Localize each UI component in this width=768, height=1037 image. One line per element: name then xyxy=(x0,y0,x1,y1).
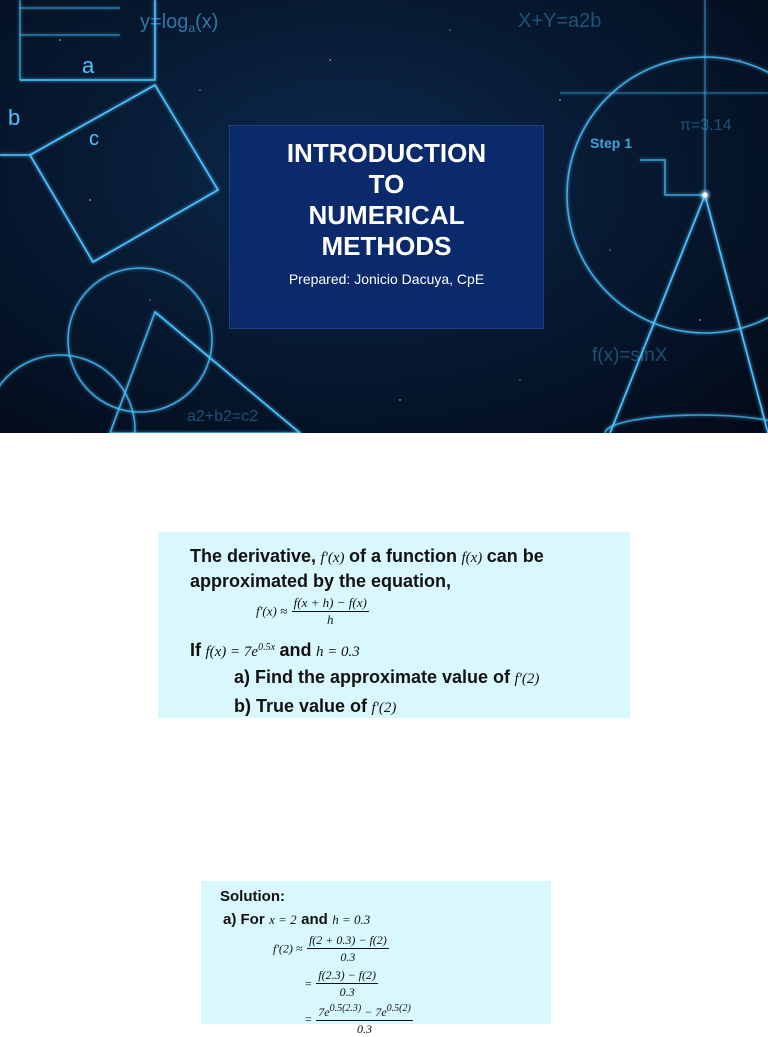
solution-panel xyxy=(201,881,551,1036)
label-b: b xyxy=(8,105,21,130)
problem-line-2: approximated by the equation, xyxy=(190,571,452,591)
sin-formula-label: f(x)=sinX xyxy=(592,345,668,366)
step-label: Step 1 xyxy=(590,135,633,151)
problem-line-1: The derivative, f'(x) of a function f(x) can be xyxy=(190,546,544,566)
part-b: b) True value of f'(2) xyxy=(234,696,397,716)
title-slide xyxy=(0,0,768,433)
problem-panel xyxy=(158,532,630,718)
xy-formula-label: X+Y=a2b xyxy=(518,10,602,32)
solution-step-1: f'(2) ≈ $\frac{f(2 + 0.3) - f(2)}{0.3}$ xyxy=(273,933,387,964)
solution-step-2: = $\frac{f(2.3) - f(2)}{0.3}$ xyxy=(305,968,376,999)
slide-title: INTRODUCTION TO NUMERICAL METHODS xyxy=(286,138,487,261)
solution-heading: Solution: xyxy=(220,888,285,905)
pi-label: π=3.14 xyxy=(680,117,732,134)
solution-a-line: a) For x = 2 and h = 0.3 xyxy=(223,911,371,928)
prepared-by: Prepared: Jonicio Dacuya, CpE xyxy=(288,271,485,287)
solution-step-3: = $\frac{7e^{0.5(2.3)} - 7e^{0.5(2)}}{0.3}$ xyxy=(305,1003,411,1036)
label-a: a xyxy=(82,53,95,78)
log-formula-label: $y=\log_a(x)$ xyxy=(140,11,219,35)
part-a: a) Find the approximate value of f'(2) xyxy=(234,667,540,687)
pythag-label: a2+b2=c2 xyxy=(187,408,259,425)
label-c: c xyxy=(89,128,99,150)
derivative-equation: f'(x) ≈ $\frac{f(x + h) - f(x)}{h}$ xyxy=(256,595,367,627)
given-line: If $f(x) = 7e^{0.5x}$ and h = 0.3 xyxy=(190,640,360,660)
title-box xyxy=(229,125,544,329)
